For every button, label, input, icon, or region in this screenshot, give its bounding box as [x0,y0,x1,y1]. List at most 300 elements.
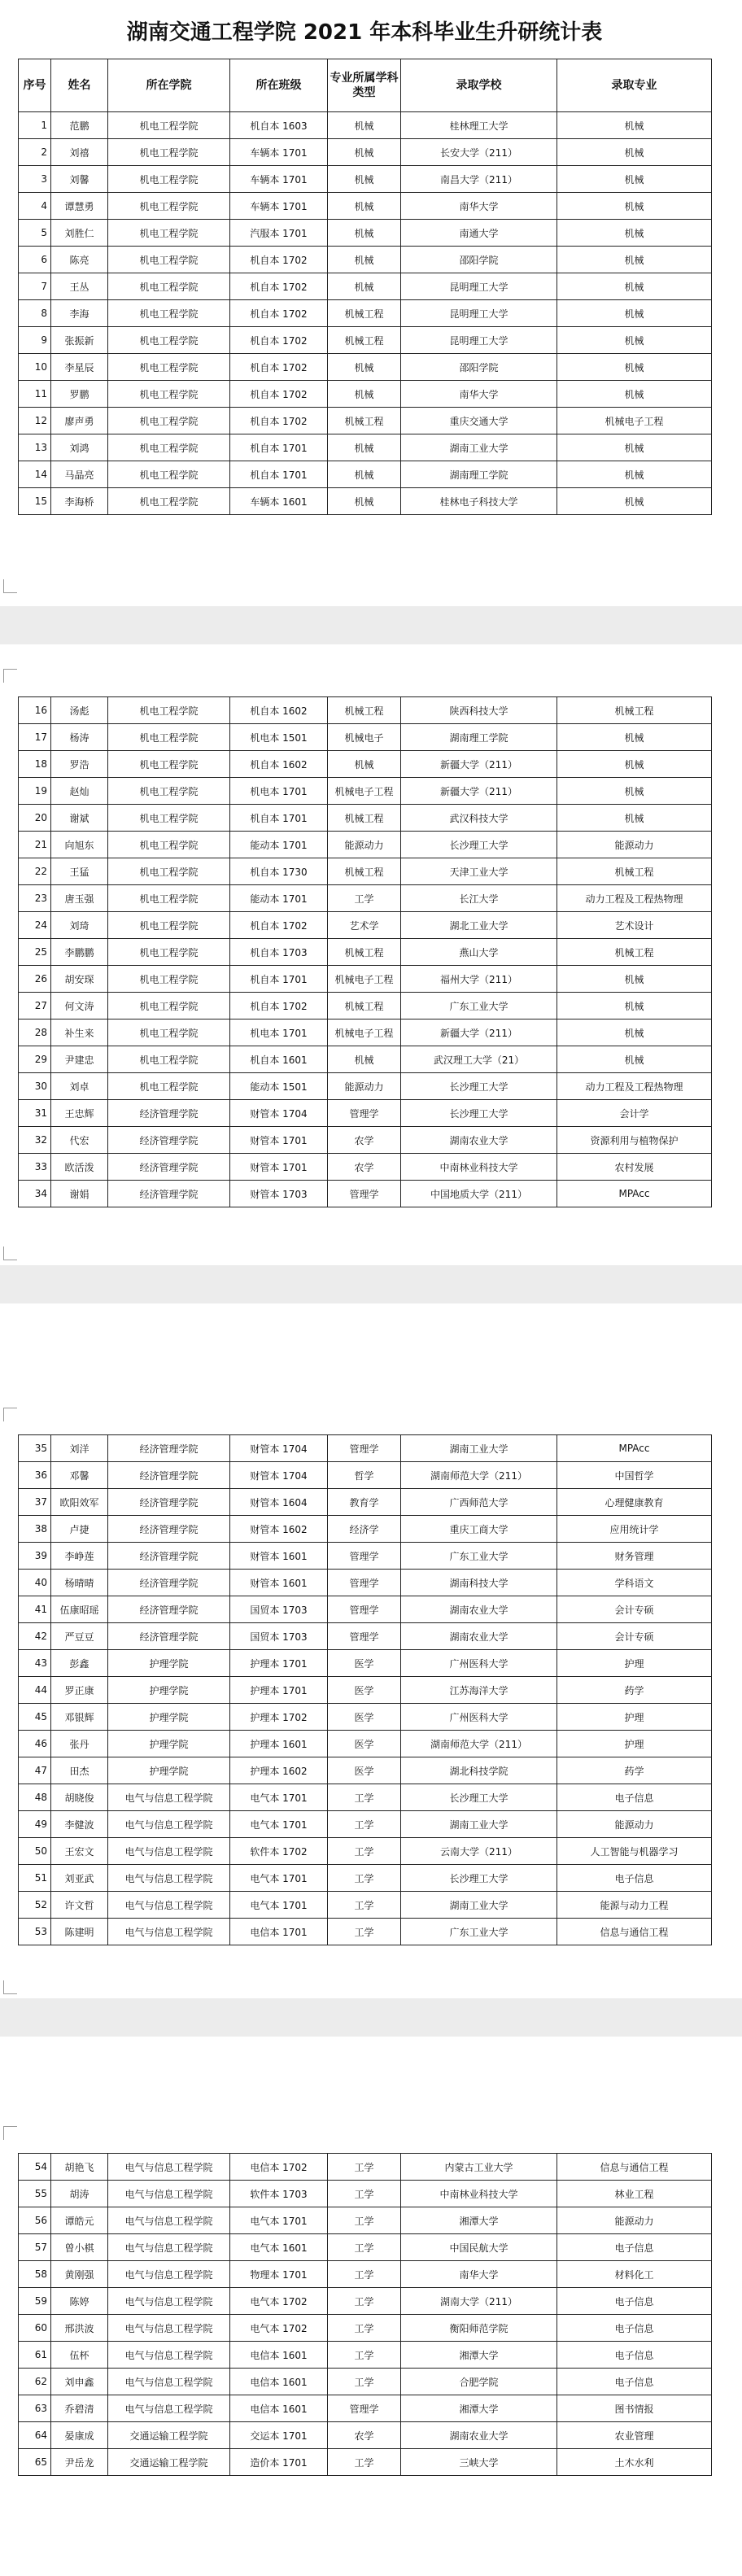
table-body [19,697,712,1207]
cell-college: 电气与信息工程学院 [108,2315,230,2342]
cell-admitted-major: 农业管理 [557,2422,712,2449]
cell-admitted-school: 江苏海洋大学 [401,1677,557,1704]
cell-admitted-major: 机械电子工程 [557,408,712,434]
cell-seq: 27 [19,993,51,1019]
cell-class: 能动本 1701 [230,885,328,912]
cell-college: 电气与信息工程学院 [108,1811,230,1838]
cell-admitted-major: 机械 [557,993,712,1019]
cell-admitted-major: 心理健康教育 [557,1489,712,1516]
cell-admitted-major: 电子信息 [557,2342,712,2369]
cell-name: 胡涛 [51,2181,108,2207]
cell-seq: 30 [19,1073,51,1100]
table-row [19,1570,712,1596]
cell-class: 软件本 1702 [230,1838,328,1865]
cell-name: 李健波 [51,1811,108,1838]
cell-admitted-major: 能源动力 [557,832,712,858]
page-2 [0,644,742,1265]
cell-name: 何文涛 [51,993,108,1019]
cell-class: 机电本 1701 [230,778,328,805]
cell-name: 严豆豆 [51,1623,108,1650]
cell-admitted-school: 邵阳学院 [401,247,557,273]
cell-admitted-major: 机械 [557,488,712,515]
cell-seq: 41 [19,1596,51,1623]
cell-admitted-school: 长沙理工大学 [401,1784,557,1811]
cell-discipline: 能源动力 [328,1073,401,1100]
cell-name: 谭慧勇 [51,193,108,220]
cell-discipline: 农学 [328,2422,401,2449]
page-4 [0,2037,742,2576]
cell-admitted-school: 桂林电子科技大学 [401,488,557,515]
cell-admitted-major: 机械 [557,1046,712,1073]
cell-seq: 33 [19,1154,51,1181]
cell-class: 财管本 1703 [230,1181,328,1207]
cell-admitted-school: 衡阳师范学院 [401,2315,557,2342]
table-row [19,220,712,247]
document-title: 湖南交通工程学院 2021 年本科毕业生升研统计表 [126,20,603,45]
cell-college: 电气与信息工程学院 [108,1892,230,1919]
cell-discipline: 工学 [328,2315,401,2342]
cell-college: 机电工程学院 [108,434,230,461]
cell-college: 机电工程学院 [108,724,230,751]
cell-name: 晏康成 [51,2422,108,2449]
cell-discipline: 农学 [328,1127,401,1154]
cell-name: 李鹏鹏 [51,939,108,966]
cell-admitted-major: 电子信息 [557,2288,712,2315]
cell-class: 物理本 1701 [230,2261,328,2288]
table-row [19,1127,712,1154]
cell-class: 护理本 1701 [230,1677,328,1704]
cell-discipline: 机械工程 [328,300,401,327]
table-row [19,1757,712,1784]
table-row [19,2288,712,2315]
cell-class: 交运本 1701 [230,2422,328,2449]
table-row [19,939,712,966]
table-row [19,300,712,327]
cell-seq: 25 [19,939,51,966]
cell-college: 机电工程学院 [108,751,230,778]
cell-class: 机自本 1702 [230,912,328,939]
cell-seq: 39 [19,1543,51,1570]
cell-seq: 15 [19,488,51,515]
cell-college: 机电工程学院 [108,697,230,724]
cell-seq: 59 [19,2288,51,2315]
cell-class: 财管本 1601 [230,1543,328,1570]
cell-name: 刘禧 [51,139,108,166]
table-row [19,461,712,488]
cell-name: 王丛 [51,273,108,300]
cell-college: 交通运输工程学院 [108,2422,230,2449]
cell-name: 罗鹏 [51,381,108,408]
stats-table-part-1 [18,59,712,515]
cell-admitted-major: 材料化工 [557,2261,712,2288]
cell-name: 刘胜仁 [51,220,108,247]
cell-seq: 49 [19,1811,51,1838]
cell-seq: 53 [19,1919,51,1945]
cell-college: 机电工程学院 [108,408,230,434]
table-row [19,2207,712,2234]
column-header: 专业所属学科类型 [328,59,401,112]
cell-admitted-school: 长江大学 [401,885,557,912]
table-row [19,1489,712,1516]
cell-discipline: 机械电子 [328,724,401,751]
cell-college: 机电工程学院 [108,858,230,885]
cell-class: 机自本 1602 [230,751,328,778]
cell-class: 财管本 1604 [230,1489,328,1516]
table-row [19,778,712,805]
cell-admitted-major: 会计学 [557,1100,712,1127]
cell-name: 王猛 [51,858,108,885]
cell-admitted-school: 南华大学 [401,2261,557,2288]
cell-college: 电气与信息工程学院 [108,1838,230,1865]
cell-college: 护理学院 [108,1757,230,1784]
cell-admitted-major: 应用统计学 [557,1516,712,1543]
cell-name: 李星辰 [51,354,108,381]
table-row [19,488,712,515]
cell-seq: 21 [19,832,51,858]
cell-discipline: 工学 [328,2181,401,2207]
cell-admitted-school: 重庆工商大学 [401,1516,557,1543]
cell-college: 交通运输工程学院 [108,2449,230,2476]
cell-discipline: 机械 [328,220,401,247]
cell-seq: 36 [19,1462,51,1489]
cell-college: 机电工程学院 [108,247,230,273]
cell-college: 护理学院 [108,1704,230,1731]
cell-admitted-school: 湖南师范大学（211） [401,1731,557,1757]
cell-admitted-school: 湖南科技大学 [401,1570,557,1596]
table-row [19,1154,712,1181]
cell-college: 机电工程学院 [108,381,230,408]
cell-discipline: 医学 [328,1704,401,1731]
cell-admitted-major: MPAcc [557,1181,712,1207]
cell-discipline: 工学 [328,2261,401,2288]
table-row [19,1784,712,1811]
cell-seq: 32 [19,1127,51,1154]
table-row [19,1623,712,1650]
table-row [19,2449,712,2476]
cell-admitted-school: 云南大学（211） [401,1838,557,1865]
cell-admitted-school: 长沙理工大学 [401,1100,557,1127]
table-row [19,1865,712,1892]
cell-college: 经济管理学院 [108,1596,230,1623]
cell-admitted-major: 资源利用与植物保护 [557,1127,712,1154]
cell-discipline: 机械工程 [328,858,401,885]
cell-admitted-school: 长沙理工大学 [401,832,557,858]
cell-discipline: 工学 [328,1784,401,1811]
cell-name: 汤彪 [51,697,108,724]
cell-college: 机电工程学院 [108,139,230,166]
cell-class: 电信本 1601 [230,2395,328,2422]
cell-class: 车辆本 1701 [230,193,328,220]
cell-admitted-school: 南通大学 [401,220,557,247]
table-row [19,912,712,939]
cell-discipline: 机械 [328,461,401,488]
table-row [19,1462,712,1489]
cell-seq: 63 [19,2395,51,2422]
cell-admitted-major: 机械 [557,300,712,327]
cell-seq: 62 [19,2369,51,2395]
table-row [19,858,712,885]
table-row [19,751,712,778]
cell-seq: 52 [19,1892,51,1919]
table-row [19,2422,712,2449]
cell-name: 陈亮 [51,247,108,273]
cell-admitted-major: 电子信息 [557,2234,712,2261]
cell-seq: 23 [19,885,51,912]
cell-name: 杨涛 [51,724,108,751]
cell-name: 王忠辉 [51,1100,108,1127]
cell-seq: 3 [19,166,51,193]
cell-admitted-major: 中国哲学 [557,1462,712,1489]
cell-discipline: 管理学 [328,1100,401,1127]
stats-table-part-3 [18,1434,712,1945]
cell-admitted-school: 昆明理工大学 [401,300,557,327]
cell-class: 机自本 1603 [230,112,328,139]
cell-name: 罗浩 [51,751,108,778]
cell-class: 机电本 1701 [230,1019,328,1046]
cell-admitted-major: 能源与动力工程 [557,1892,712,1919]
cell-admitted-major: 艺术设计 [557,912,712,939]
table-row [19,2369,712,2395]
cell-name: 胡晓俊 [51,1784,108,1811]
table-row [19,327,712,354]
cell-admitted-school: 湘潭大学 [401,2342,557,2369]
cell-name: 陈婷 [51,2288,108,2315]
cell-discipline: 艺术学 [328,912,401,939]
cell-admitted-major: 电子信息 [557,1865,712,1892]
cell-seq: 19 [19,778,51,805]
cell-college: 机电工程学院 [108,832,230,858]
cell-name: 马晶亮 [51,461,108,488]
table-row [19,1838,712,1865]
cell-name: 欧活泼 [51,1154,108,1181]
cell-discipline: 工学 [328,2207,401,2234]
cell-discipline: 工学 [328,885,401,912]
cell-discipline: 机械电子工程 [328,1019,401,1046]
table-row [19,1100,712,1127]
cell-college: 经济管理学院 [108,1543,230,1570]
cell-discipline: 机械 [328,434,401,461]
cell-seq: 1 [19,112,51,139]
cell-admitted-major: 机械 [557,778,712,805]
cell-seq: 7 [19,273,51,300]
table-row [19,166,712,193]
table-row [19,1019,712,1046]
cell-admitted-major: 机械 [557,139,712,166]
cell-name: 许文哲 [51,1892,108,1919]
table-row [19,2315,712,2342]
cell-admitted-school: 武汉理工大学（21） [401,1046,557,1073]
page-3 [0,1303,742,1998]
cell-college: 机电工程学院 [108,966,230,993]
cell-class: 电信本 1702 [230,2154,328,2181]
cell-admitted-school: 广东工业大学 [401,1543,557,1570]
cell-college: 经济管理学院 [108,1154,230,1181]
cell-class: 机自本 1702 [230,327,328,354]
cell-admitted-school: 福州大学（211） [401,966,557,993]
table-row [19,885,712,912]
cell-discipline: 机械 [328,166,401,193]
cell-college: 护理学院 [108,1731,230,1757]
cell-admitted-school: 重庆交通大学 [401,408,557,434]
cell-name: 向旭东 [51,832,108,858]
cell-name: 代宏 [51,1127,108,1154]
cell-college: 经济管理学院 [108,1462,230,1489]
cell-seq: 54 [19,2154,51,2181]
cell-name: 补生来 [51,1019,108,1046]
cell-admitted-school: 中南林业科技大学 [401,2181,557,2207]
cell-class: 财管本 1704 [230,1462,328,1489]
cell-admitted-school: 湖南工业大学 [401,1435,557,1462]
cell-admitted-school: 长沙理工大学 [401,1865,557,1892]
cell-name: 罗正康 [51,1677,108,1704]
table-row [19,1704,712,1731]
cell-admitted-school: 湖南工业大学 [401,434,557,461]
cell-admitted-major: 机械 [557,247,712,273]
table-row [19,2234,712,2261]
table-row [19,112,712,139]
cell-discipline: 医学 [328,1731,401,1757]
cell-name: 伍杯 [51,2342,108,2369]
cell-admitted-major: 会计专硕 [557,1623,712,1650]
cell-seq: 34 [19,1181,51,1207]
cell-seq: 18 [19,751,51,778]
cell-discipline: 教育学 [328,1489,401,1516]
cell-college: 机电工程学院 [108,112,230,139]
cell-name: 邓馨 [51,1462,108,1489]
cell-class: 电气本 1701 [230,1892,328,1919]
cell-seq: 5 [19,220,51,247]
cell-discipline: 管理学 [328,1181,401,1207]
cell-seq: 29 [19,1046,51,1073]
cell-admitted-school: 湖南农业大学 [401,1127,557,1154]
cell-discipline: 管理学 [328,1435,401,1462]
cell-class: 电气本 1702 [230,2288,328,2315]
cell-seq: 42 [19,1623,51,1650]
cell-name: 李峥莲 [51,1543,108,1570]
cell-admitted-school: 桂林理工大学 [401,112,557,139]
page-corner-mark [3,669,17,683]
cell-admitted-major: 能源动力 [557,1811,712,1838]
cell-name: 邢洪波 [51,2315,108,2342]
cell-seq: 44 [19,1677,51,1704]
cell-discipline: 医学 [328,1677,401,1704]
cell-discipline: 工学 [328,2449,401,2476]
cell-seq: 46 [19,1731,51,1757]
cell-admitted-school: 湖南农业大学 [401,2422,557,2449]
cell-name: 田杰 [51,1757,108,1784]
cell-admitted-major: 机械 [557,354,712,381]
cell-name: 欧阳效军 [51,1489,108,1516]
cell-admitted-major: 电子信息 [557,1784,712,1811]
cell-admitted-major: 动力工程及工程热物理 [557,885,712,912]
cell-name: 刘馨 [51,166,108,193]
cell-college: 机电工程学院 [108,805,230,832]
cell-admitted-school: 长安大学（211） [401,139,557,166]
cell-admitted-school: 三峡大学 [401,2449,557,2476]
table-row [19,697,712,724]
page-corner-mark [3,579,17,593]
cell-college: 电气与信息工程学院 [108,2342,230,2369]
table-row [19,1811,712,1838]
cell-admitted-major: 会计专硕 [557,1596,712,1623]
cell-seq: 48 [19,1784,51,1811]
cell-discipline: 机械 [328,354,401,381]
cell-name: 胡艳飞 [51,2154,108,2181]
table-row [19,2395,712,2422]
cell-admitted-school: 湖南师范大学（211） [401,1462,557,1489]
cell-discipline: 机械 [328,751,401,778]
cell-seq: 35 [19,1435,51,1462]
cell-discipline: 机械 [328,1046,401,1073]
cell-college: 护理学院 [108,1650,230,1677]
cell-class: 财管本 1704 [230,1435,328,1462]
cell-class: 机自本 1703 [230,939,328,966]
column-header: 所在班级 [230,59,328,112]
cell-name: 廖声勇 [51,408,108,434]
table-body [19,1435,712,1945]
cell-admitted-school: 邵阳学院 [401,354,557,381]
cell-college: 电气与信息工程学院 [108,2369,230,2395]
cell-name: 杨晴晴 [51,1570,108,1596]
table-row [19,247,712,273]
cell-seq: 26 [19,966,51,993]
cell-admitted-major: 护理 [557,1731,712,1757]
cell-admitted-school: 湖北科技学院 [401,1757,557,1784]
cell-admitted-school: 广西师范大学 [401,1489,557,1516]
cell-admitted-school: 湖南理工学院 [401,724,557,751]
cell-name: 张振新 [51,327,108,354]
cell-class: 财管本 1701 [230,1154,328,1181]
cell-class: 能动本 1701 [230,832,328,858]
cell-admitted-major: 机械 [557,220,712,247]
cell-discipline: 能源动力 [328,832,401,858]
cell-admitted-major: 信息与通信工程 [557,1919,712,1945]
cell-college: 机电工程学院 [108,461,230,488]
cell-class: 机自本 1602 [230,697,328,724]
cell-college: 经济管理学院 [108,1435,230,1462]
cell-discipline: 机械工程 [328,697,401,724]
cell-seq: 4 [19,193,51,220]
cell-name: 刘卓 [51,1073,108,1100]
cell-admitted-school: 湘潭大学 [401,2207,557,2234]
column-header: 所在学院 [108,59,230,112]
cell-discipline: 经济学 [328,1516,401,1543]
cell-discipline: 机械 [328,193,401,220]
table-row [19,966,712,993]
cell-admitted-major: 人工智能与机器学习 [557,1838,712,1865]
cell-seq: 37 [19,1489,51,1516]
cell-class: 机自本 1701 [230,805,328,832]
cell-discipline: 机械电子工程 [328,966,401,993]
table-header [19,59,712,112]
cell-admitted-school: 湖南农业大学 [401,1623,557,1650]
cell-discipline: 机械工程 [328,993,401,1019]
column-header: 录取学校 [401,59,557,112]
cell-discipline: 工学 [328,2154,401,2181]
cell-college: 电气与信息工程学院 [108,1865,230,1892]
cell-class: 机自本 1701 [230,966,328,993]
cell-college: 机电工程学院 [108,1046,230,1073]
table-row [19,354,712,381]
cell-college: 经济管理学院 [108,1623,230,1650]
table-row [19,1435,712,1462]
table-row [19,1543,712,1570]
cell-name: 范鹏 [51,112,108,139]
cell-college: 机电工程学院 [108,488,230,515]
cell-admitted-school: 新疆大学（211） [401,778,557,805]
cell-admitted-school: 湖南大学（211） [401,2288,557,2315]
cell-admitted-major: 学科语文 [557,1570,712,1596]
